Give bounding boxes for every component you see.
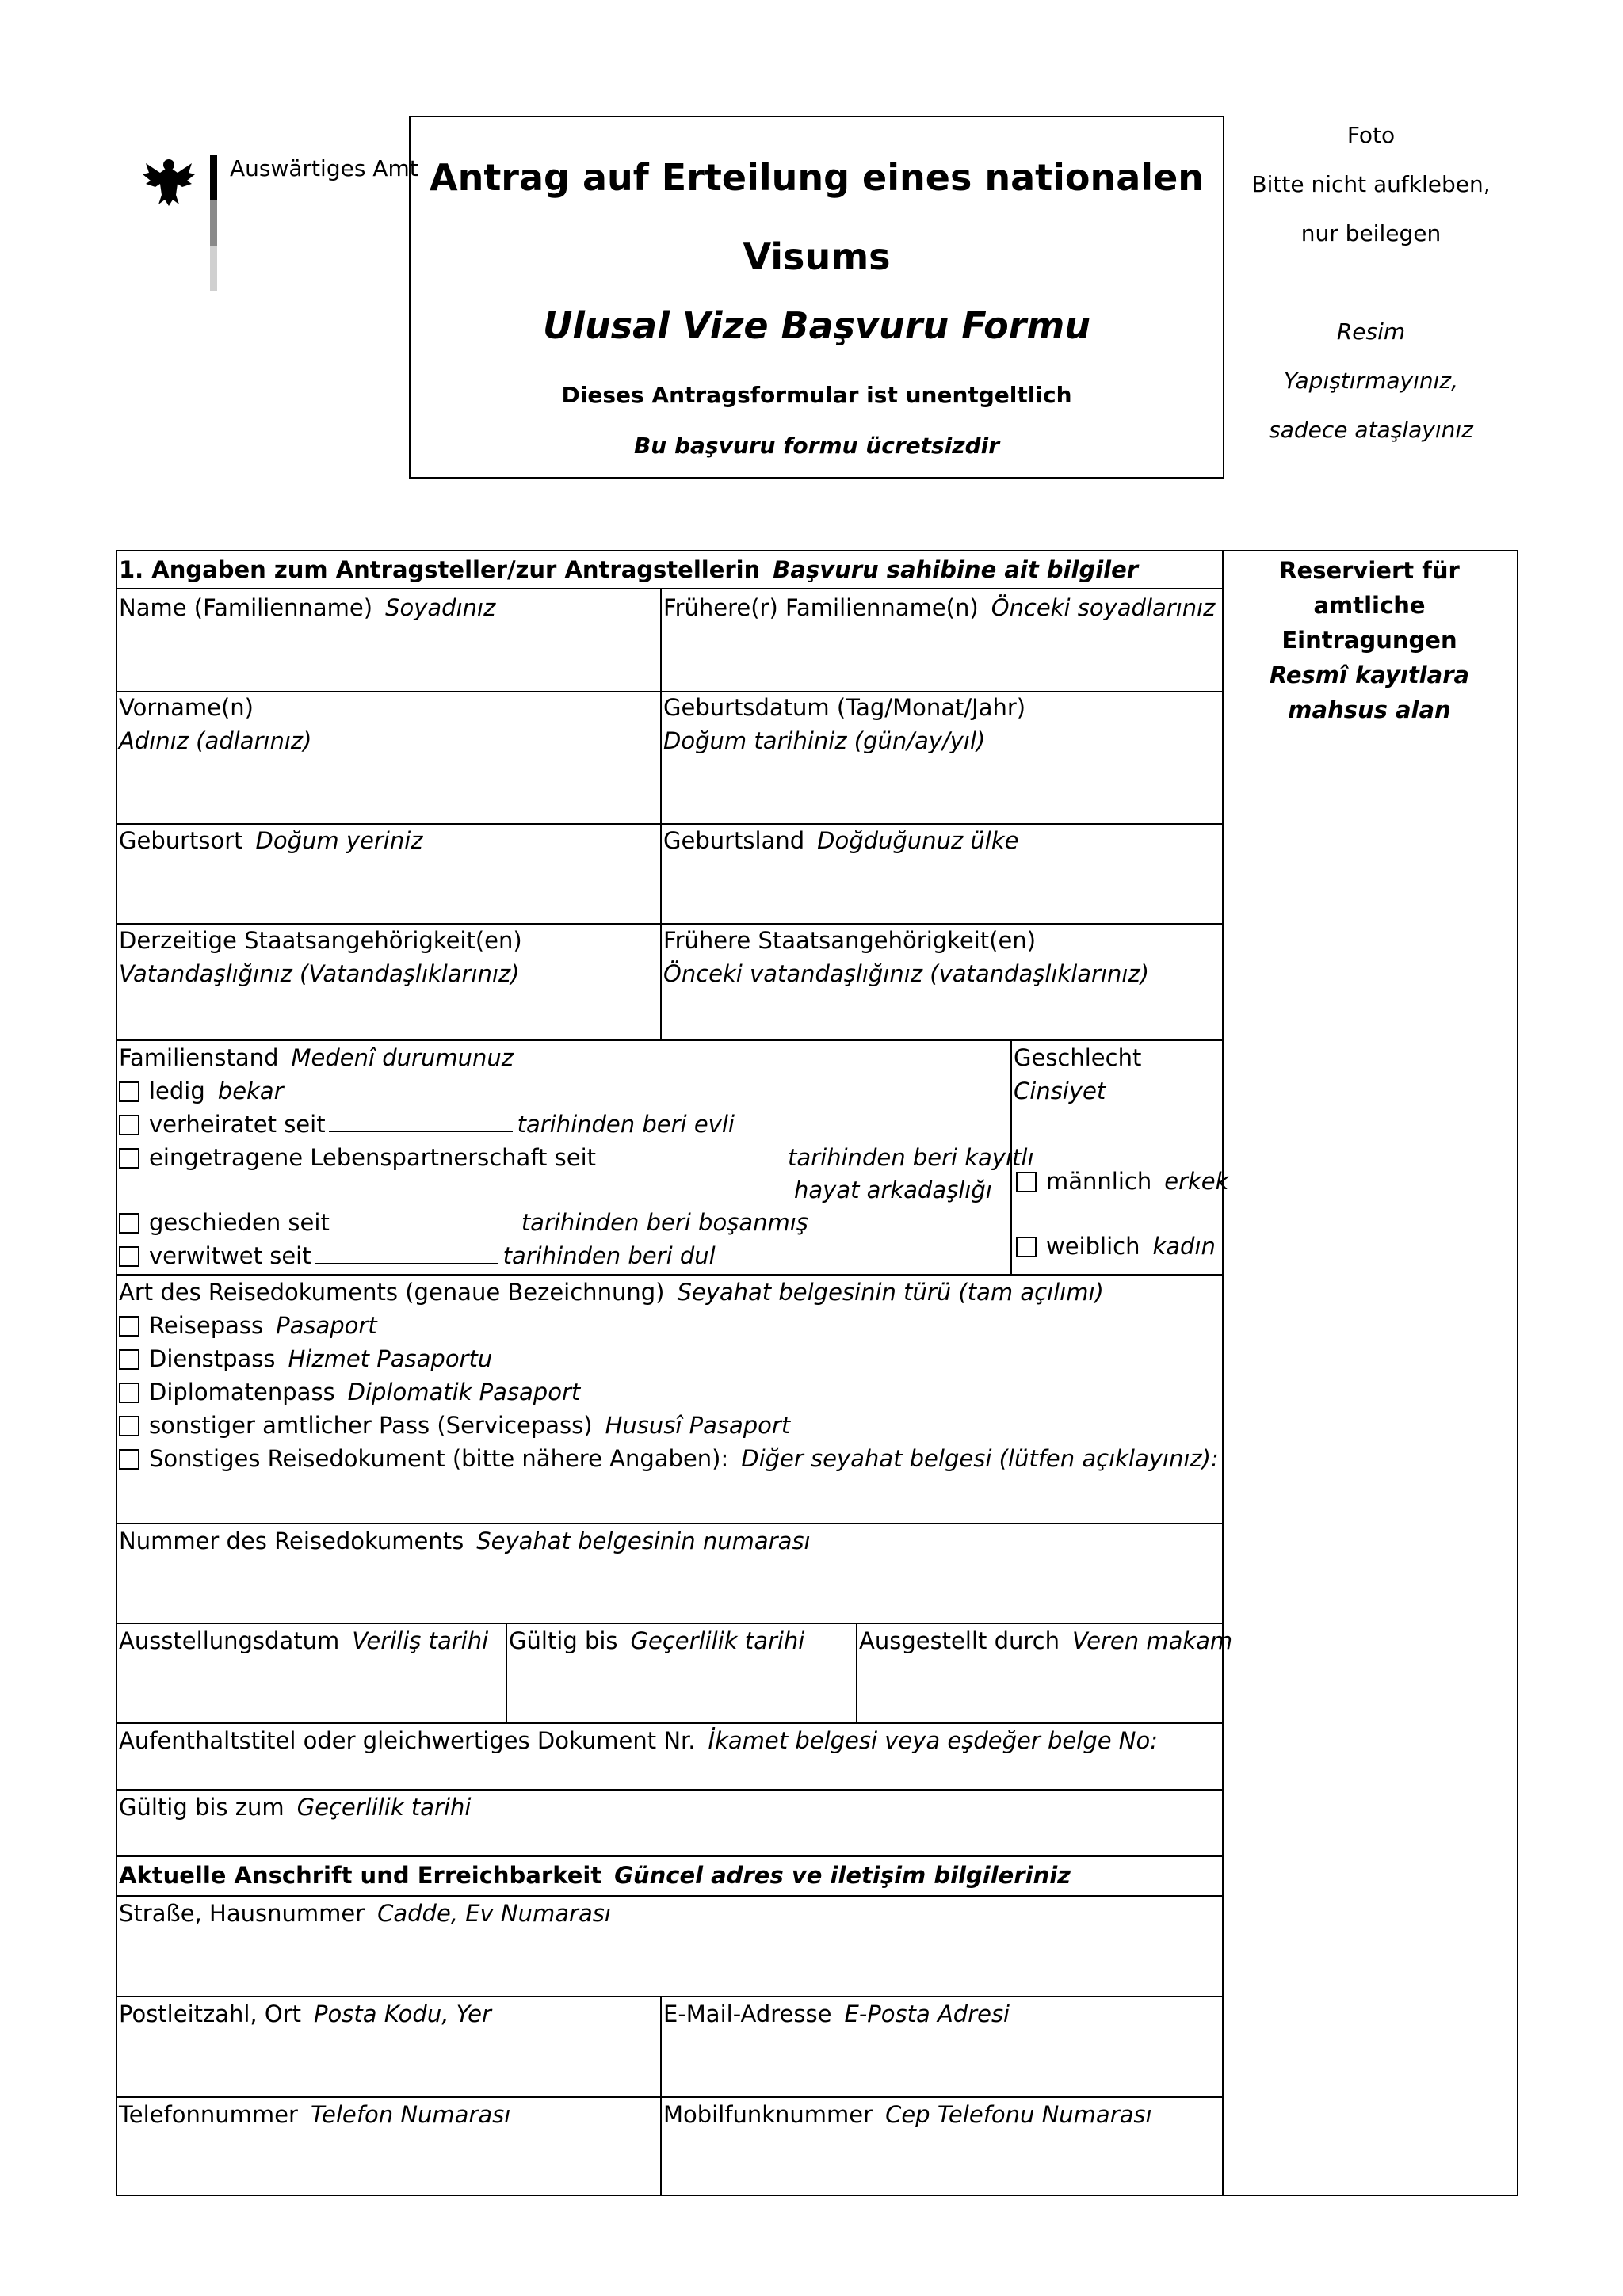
postcode-field[interactable] [119, 1997, 491, 2031]
doc-number-label-tr: Seyahat belgesinin numarası [476, 1527, 811, 1554]
option-label-de: Sonstiges Reisedokument (bitte nähere Angaben): [149, 1445, 729, 1472]
valid-until-label-de: Gültig bis [509, 1627, 618, 1654]
travel-doc-option[interactable] [119, 1409, 1219, 1442]
nationality-label-tr: Vatandaşlığınız (Vatandaşlıklarınız) [119, 960, 520, 987]
date-blank[interactable] [333, 1211, 517, 1230]
address-heading-tr: Güncel adres ve iletişim bilgileriniz [614, 1862, 1071, 1889]
free-note-tr: Bu başvuru formu ücretsizdir [633, 433, 1000, 459]
application-form [116, 550, 1518, 2196]
birthplace-label-tr: Doğum yeriniz [255, 827, 423, 854]
marital-status-group [119, 1041, 1034, 1272]
checkbox[interactable] [119, 1213, 139, 1234]
federal-eagle-icon [141, 155, 197, 208]
photo-note-line: sadece ataşlayınız [1269, 417, 1473, 443]
option-label-tr-cont: hayat arkadaşlığı [794, 1177, 992, 1203]
dob-label-tr: Doğum tarihiniz (gün/ay/yıl) [663, 727, 986, 754]
option-label-de: Diplomatenpass [149, 1379, 335, 1405]
flag-bar [210, 155, 217, 292]
checkbox[interactable] [119, 1148, 139, 1169]
valid-until-label-tr: Geçerlilik tarihi [630, 1627, 805, 1654]
sex-label-tr: Cinsiyet [1014, 1077, 1106, 1104]
phone-label-tr: Telefon Numarası [310, 2101, 511, 2128]
option-label-de: verwitwet seit [149, 1242, 311, 1269]
option-label-de: Reisepass [149, 1312, 264, 1339]
marital-option-married[interactable] [119, 1108, 1034, 1141]
reserved-label-de: Reserviert für amtliche Eintragungen [1279, 557, 1460, 654]
photo-note [1232, 119, 1510, 463]
option-label-de: weiblich [1046, 1233, 1140, 1260]
phone-field[interactable] [119, 2098, 510, 2131]
option-label-de: männlich [1046, 1168, 1152, 1195]
issued-by-label-de: Ausgestellt durch [859, 1627, 1060, 1654]
option-label-tr: Hususî Pasaport [605, 1412, 791, 1439]
marital-option-divorced[interactable] [119, 1206, 1034, 1239]
checkbox[interactable] [119, 1449, 139, 1470]
issue-date-label-de: Ausstellungsdatum [119, 1627, 340, 1654]
option-label-de: geschieden seit [149, 1209, 330, 1236]
option-label-tr: tarihinden beri evli [517, 1111, 735, 1138]
travel-doc-group [119, 1276, 1219, 1475]
postcode-label-tr: Posta Kodu, Yer [314, 2000, 491, 2027]
reserved-label-tr: Resmî kayıtlara mahsus alan [1269, 662, 1470, 723]
surname-field[interactable] [119, 591, 495, 624]
first-name-label-tr: Adınız (adlarınız) [119, 727, 312, 754]
checkbox[interactable] [119, 1416, 139, 1436]
travel-doc-option[interactable] [119, 1342, 1219, 1375]
first-name-label-de: Vorname(n) [119, 694, 254, 721]
former-surname-label-tr: Önceki soyadlarınız [991, 594, 1216, 621]
phone-label-de: Telefonnummer [119, 2101, 298, 2128]
mobile-label-tr: Cep Telefonu Numarası [885, 2101, 1152, 2128]
free-note-de: Dieses Antragsformular ist unentgeltlich [561, 382, 1072, 408]
flag-stripe-grey [210, 200, 217, 246]
photo-note-line: nur beilegen [1300, 220, 1442, 246]
sex-label-de: Geschlecht [1014, 1044, 1142, 1071]
photo-note-line: Bitte nicht aufkleben, [1251, 171, 1491, 197]
birthplace-field[interactable] [119, 824, 423, 857]
sex-option-male[interactable] [1016, 1165, 1228, 1198]
marital-option-widowed[interactable] [119, 1239, 1034, 1272]
birthplace-label-de: Geburtsort [119, 827, 243, 854]
reserved-column-label [1223, 553, 1516, 727]
section1-heading-tr: Başvuru sahibine ait bilgiler [773, 556, 1139, 583]
marital-option-single[interactable] [119, 1074, 1034, 1108]
option-label-tr: Diğer seyahat belgesi (lütfen açıklayınız): [741, 1445, 1219, 1472]
title-de: Antrag auf Erteilung eines nationalen Visums [429, 156, 1205, 278]
former-surname-label-de: Frühere(r) Familienname(n) [663, 594, 979, 621]
mobile-label-de: Mobilfunknummer [663, 2101, 873, 2128]
photo-note-line: Resim [1336, 318, 1406, 345]
checkbox[interactable] [119, 1115, 139, 1135]
travel-doc-option[interactable] [119, 1375, 1219, 1409]
residence-valid-label-tr: Geçerlilik tarihi [296, 1794, 472, 1821]
checkbox[interactable] [119, 1246, 139, 1267]
street-label-tr: Cadde, Ev Numarası [377, 1900, 611, 1927]
option-label-de: eingetragene Lebenspartnerschaft seit [149, 1144, 596, 1171]
checkbox[interactable] [119, 1383, 139, 1403]
option-label-de: verheiratet seit [149, 1111, 326, 1138]
former-nationality-label-de: Frühere Staatsangehörigkeit(en) [663, 927, 1037, 954]
issue-date-field[interactable] [119, 1624, 488, 1657]
doc-number-field[interactable] [119, 1524, 811, 1558]
checkbox[interactable] [119, 1316, 139, 1337]
email-field[interactable] [663, 1997, 1010, 2031]
residence-title-label-tr: İkamet belgesi veya eşdeğer belge No: [708, 1727, 1158, 1754]
dob-label-de: Geburtsdatum (Tag/Monat/Jahr) [663, 694, 1026, 721]
former-nationality-label-tr: Önceki vatandaşlığınız (vatandaşlıklarınız) [663, 960, 1150, 987]
option-label-tr: erkek [1164, 1168, 1229, 1195]
street-label-de: Straße, Hausnummer [119, 1900, 365, 1927]
checkbox[interactable] [1016, 1237, 1037, 1257]
marital-label-de: Familienstand [119, 1044, 279, 1071]
flag-stripe-black [210, 155, 217, 200]
first-name-field[interactable] [119, 691, 311, 757]
sex-option-female[interactable] [1016, 1230, 1216, 1263]
checkbox[interactable] [1016, 1172, 1037, 1192]
travel-doc-label-de: Art des Reisedokuments (genaue Bezeichnung) [119, 1279, 665, 1306]
postcode-label-de: Postleitzahl, Ort [119, 2000, 301, 2027]
issued-by-label-tr: Veren makam [1072, 1627, 1233, 1654]
travel-doc-option[interactable] [119, 1309, 1219, 1342]
date-blank[interactable] [329, 1112, 513, 1132]
nationality-field[interactable] [119, 924, 522, 990]
photo-note-line: Foto [1346, 122, 1396, 148]
residence-title-field[interactable] [119, 1724, 1158, 1757]
valid-until-field[interactable] [509, 1624, 804, 1657]
street-field[interactable] [119, 1897, 611, 1930]
birth-country-label-de: Geburtsland [663, 827, 805, 854]
marital-label-tr: Medenî durumunuz [291, 1044, 514, 1071]
email-label-tr: E-Posta Adresi [844, 2000, 1010, 2027]
title-tr: Ulusal Vize Başvuru Formu [542, 304, 1091, 347]
title-box [409, 116, 1224, 479]
marital-option-partnership[interactable] [119, 1141, 1034, 1174]
birth-country-field[interactable] [663, 824, 1018, 857]
option-label-tr: Pasaport [276, 1312, 377, 1339]
flag-stripe-light [210, 246, 217, 291]
photo-note-line: Yapıştırmayınız, [1283, 368, 1458, 394]
address-heading-de: Aktuelle Anschrift und Erreichbarkeit [119, 1862, 602, 1889]
checkbox[interactable] [119, 1081, 139, 1102]
option-label-tr: tarihinden beri boşanmış [521, 1209, 808, 1236]
former-surname-field[interactable] [663, 591, 1215, 624]
option-label-tr: Hizmet Pasaportu [288, 1345, 493, 1372]
birth-country-label-tr: Doğduğunuz ülke [817, 827, 1019, 854]
option-label-de: ledig [149, 1077, 205, 1104]
date-blank[interactable] [599, 1146, 783, 1165]
sex-group [1014, 1041, 1141, 1108]
email-label-de: E-Mail-Adresse [663, 2000, 832, 2027]
issue-date-label-tr: Veriliş tarihi [352, 1627, 489, 1654]
section1-heading-de: 1. Angaben zum Antragsteller/zur Antragstellerin [119, 556, 761, 583]
residence-valid-field[interactable] [119, 1791, 471, 1824]
option-label-tr: tarihinden beri dul [502, 1242, 716, 1269]
travel-doc-label-tr: Seyahat belgesinin türü (tam açılımı) [677, 1279, 1104, 1306]
surname-label-de: Name (Familienname) [119, 594, 373, 621]
option-label-tr: bekar [217, 1077, 284, 1104]
option-label-tr: kadın [1152, 1233, 1216, 1260]
address-section-heading [119, 1859, 1071, 1892]
travel-doc-option[interactable] [119, 1442, 1219, 1475]
mobile-field[interactable] [663, 2098, 1152, 2131]
surname-label-tr: Soyadınız [385, 594, 496, 621]
option-label-de: sonstiger amtlicher Pass (Servicepass) [149, 1412, 593, 1439]
option-label-de: Dienstpass [149, 1345, 276, 1372]
residence-title-label-de: Aufenthaltstitel oder gleichwertiges Dokument Nr. [119, 1727, 696, 1754]
dob-field[interactable] [663, 691, 1025, 757]
former-nationality-field[interactable] [663, 924, 1149, 990]
doc-number-label-de: Nummer des Reisedokuments [119, 1527, 464, 1554]
issued-by-field[interactable] [859, 1624, 1232, 1657]
checkbox[interactable] [119, 1349, 139, 1370]
residence-valid-label-de: Gültig bis zum [119, 1794, 285, 1821]
nationality-label-de: Derzeitige Staatsangehörigkeit(en) [119, 927, 522, 954]
authority-name: Auswärtiges Amt [230, 155, 418, 181]
date-blank[interactable] [315, 1244, 498, 1264]
option-label-tr: Diplomatik Pasaport [347, 1379, 581, 1405]
section1-heading [119, 553, 1138, 586]
option-label-tr: tarihinden beri kayıtlı [788, 1144, 1034, 1171]
